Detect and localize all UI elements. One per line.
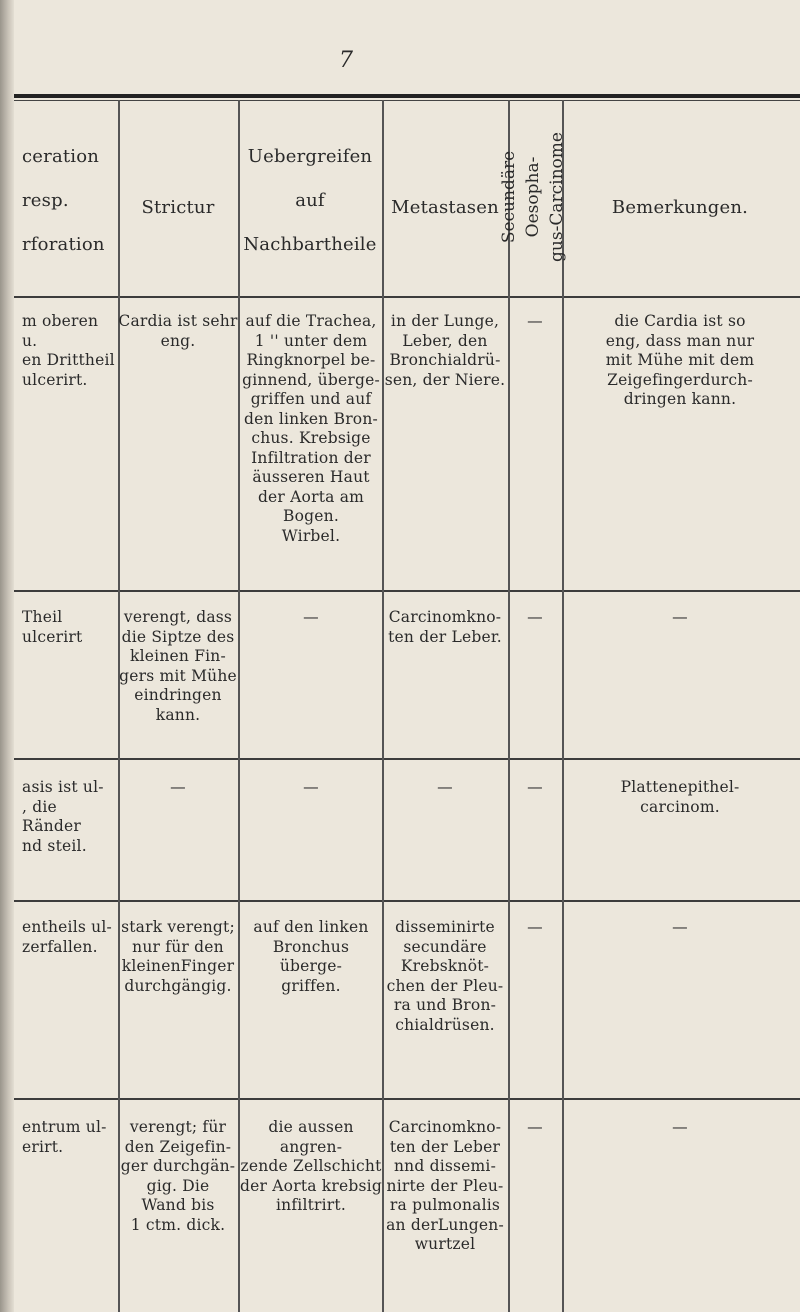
header-secundaere: Secundäre Oesopha- gus-Carcinome	[499, 132, 567, 262]
row-1-bemerkungen: die Cardia ist so eng, dass man nur mit Mühe mit dem Zeigefingerdurch- dringen kann.	[605, 312, 755, 408]
header-uebergreifen: Uebergreifen auf Nachbartheile	[243, 146, 377, 255]
row-5-strictur: verengt; für den Zeigefin- ger durchgän- gig. Die Wand bis 1 ctm. dick.	[120, 1118, 236, 1234]
row-separator	[14, 1098, 800, 1100]
row-2-uebergreifen: —	[303, 608, 319, 626]
row-5-uebergreifen: die aussen angren- zende Zellschicht der Aorta krebsig infiltrirt.	[240, 1118, 382, 1214]
row-2-secundaere: —	[527, 608, 543, 626]
row-1-strictur: Cardia ist sehr eng.	[118, 312, 238, 350]
top-rule	[14, 94, 800, 98]
row-3-metastasen: —	[437, 778, 453, 796]
row-5-bemerkungen: —	[672, 1118, 688, 1136]
header-ulceration: ceration resp. rforation	[22, 146, 105, 255]
row-5-secundaere: —	[527, 1118, 543, 1136]
row-3-strictur: —	[170, 778, 186, 796]
row-3-ulceration: asis ist ul- , die Ränder nd steil.	[22, 778, 104, 855]
row-2-bemerkungen: —	[672, 608, 688, 626]
row-1-metastasen: in der Lunge, Leber, den Bronchialdrü- sen, der Niere.	[384, 312, 506, 389]
header-metastasen: Metastasen	[391, 197, 499, 218]
row-2-ulceration: Theil ulcerirt	[22, 608, 83, 646]
row-separator	[14, 590, 800, 592]
row-1-ulceration: m oberen u. en Drittheil ulcerirt.	[22, 312, 115, 389]
page-number: 7	[339, 48, 353, 73]
row-3-secundaere: —	[527, 778, 543, 796]
row-4-bemerkungen: —	[672, 918, 688, 936]
row-4-strictur: stark verengt; nur für den kleinenFinger durchgängig.	[121, 918, 235, 995]
top-rule-thin	[14, 100, 800, 101]
row-4-ulceration: entheils ul- zerfallen.	[22, 918, 112, 956]
row-4-metastasen: disseminirte secundäre Krebsknöt- chen der Pleu- ra und Bron- chialdrüsen.	[386, 918, 504, 1034]
row-separator	[14, 900, 800, 902]
header-separator	[14, 296, 800, 298]
header-bemerkungen: Bemerkungen.	[611, 197, 749, 218]
book-binding-edge	[0, 0, 14, 1312]
row-3-bemerkungen: Plattenepithel- carcinom.	[620, 778, 740, 816]
row-separator	[14, 758, 800, 760]
row-2-metastasen: Carcinomkno- ten der Leber.	[388, 608, 502, 646]
row-5-ulceration: entrum ul- erirt.	[22, 1118, 107, 1156]
row-1-uebergreifen: auf die Trachea, 1 '' unter dem Ringknorpel be- ginnend, überge- griffen und auf den linken Bron- chus. Krebsige Infiltration der äusseren Haut der Aorta am Bogen. Wirbel.	[242, 312, 380, 545]
header-strictur: Strictur	[141, 197, 215, 218]
row-1-secundaere: —	[527, 312, 543, 330]
row-4-uebergreifen: auf den linken Bronchus überge- griffen.	[253, 918, 369, 995]
row-5-metastasen: Carcinomkno- ten der Leber nnd dissemi- nirte der Pleu- ra pulmonalis an derLungen- wurtzel	[386, 1118, 504, 1253]
row-4-secundaere: —	[527, 918, 543, 936]
row-3-uebergreifen: —	[303, 778, 319, 796]
row-2-strictur: verengt, dass die Siptze des kleinen Fin- gers mit Mühe eindringen kann.	[119, 608, 237, 724]
